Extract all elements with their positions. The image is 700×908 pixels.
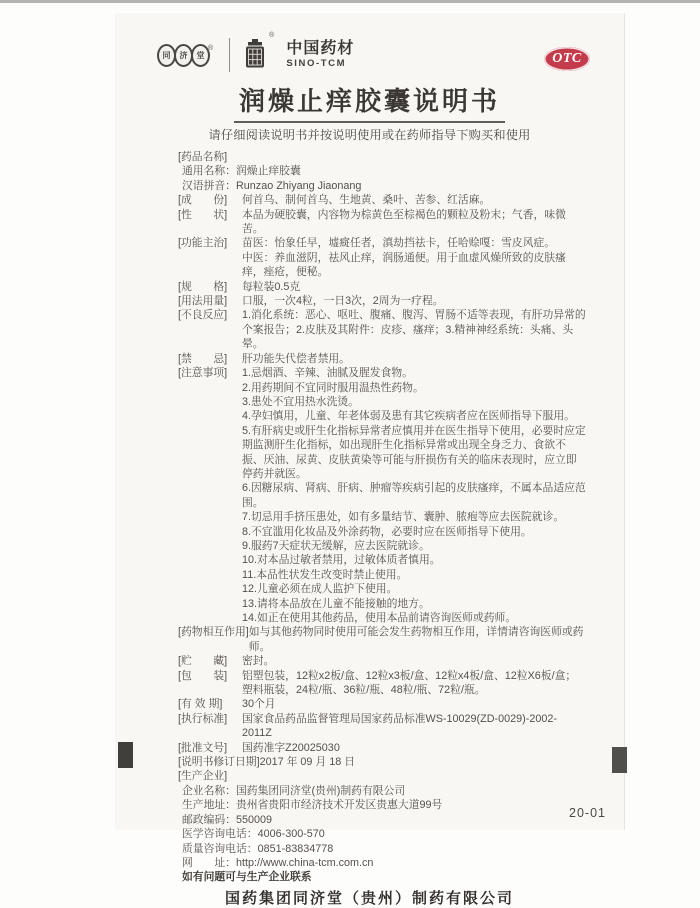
section-content — [242, 712, 586, 741]
section-standard — [178, 712, 586, 741]
section-label: [贮 藏] — [178, 655, 228, 668]
title-wrap — [115, 81, 624, 123]
text-line: 每粒装0.5克 — [242, 280, 301, 293]
text-line: 肝功能失代偿者禁用。 — [242, 352, 350, 365]
section-shelf-life — [178, 697, 586, 711]
section-packaging — [178, 669, 586, 698]
text-line: 如与其他药物同时使用可能会发生药物相互作用，详情请咨询医师或药师。 — [248, 626, 584, 653]
registration-mark-left — [118, 742, 133, 768]
text-line: 1.消化系统：恶心、呕吐、腹痛、腹泻、胃肠不适等表现，有肝功异常的个案报告；2.皮肤及其附件：皮疹、瘙痒；3.精神神经系统：头痛、头晕。 — [242, 309, 586, 351]
text-line: 14.如正在使用其他药品，使用本品前请咨询医师或药师。 — [242, 612, 517, 624]
section-indications — [178, 236, 586, 279]
text-line: 6.因糖尿病、肾病、肝病、肿瘤等疾病引起的皮肤瘙痒，不属本品适应范围。 — [242, 482, 586, 509]
info-line: 生产地址：贵州省贵阳市经济技术开发区贵惠大道99号 — [182, 799, 443, 812]
text-line: 4.孕妇慎用，儿童、年老体弱及患有其它疾病者应在医师指导下服用。 — [242, 410, 575, 423]
section-approval-number — [178, 741, 586, 755]
section-label: [批准文号] — [178, 741, 228, 754]
section-content — [242, 697, 586, 711]
text-line: 铝塑包装，12粒x2板/盒、12粒x3板/盒、12粒x4板/盒、12粒X6板/盒； — [242, 669, 577, 682]
section-content — [242, 741, 586, 755]
brand-logo — [157, 32, 355, 72]
section-label: [药物相互作用] — [178, 626, 249, 639]
section-revision-date — [178, 755, 586, 769]
section-ingredients — [178, 193, 586, 207]
page-code: 20-01 — [569, 806, 606, 820]
text-line: 7.切忌用手挤压患处，如有多量结节、囊肿、脓疱等应去医院就诊。 — [242, 511, 565, 524]
section-dosage — [178, 294, 586, 308]
text-line: 何首乌、制何首乌、生地黄、桑叶、苦参、红活麻。 — [242, 194, 491, 207]
section-label: [药品名称] — [178, 151, 228, 163]
section-label: [有 效 期] — [178, 698, 223, 711]
scan-top-edge — [0, 0, 700, 3]
jar-glyph — [243, 39, 269, 71]
section-label: [性 状] — [178, 208, 228, 221]
seal-character: 堂 — [191, 44, 210, 67]
footer-company: 国药集团同济堂（贵州）制药有限公司 — [224, 889, 514, 907]
section-content — [242, 193, 586, 207]
section-drug-interactions — [178, 625, 586, 654]
section-storage — [178, 654, 586, 668]
text-line: 1.忌烟酒、辛辣、油腻及腥发食物。 — [242, 367, 413, 380]
section-label: [包 装] — [178, 669, 228, 682]
info-line: 质量咨询电话：0851-83834778 — [182, 842, 334, 855]
section-content — [260, 755, 586, 769]
info-line: 通用名称：润燥止痒胶囊 — [182, 165, 301, 178]
section-label: [生产企业] — [178, 770, 228, 783]
seal-character: 济 — [174, 44, 193, 67]
text-line: 8.不宜滥用化妆品及外涂药物，必要时应在医师指导下使用。 — [242, 525, 532, 538]
section-precautions — [178, 366, 586, 625]
info-line: 汉语拼音：Runzao Zhiyang Jiaonang — [182, 179, 362, 192]
page-title: 润燥止痒胶囊说明书 — [234, 81, 505, 123]
text-line: 中医：养血滋阴，祛风止痒，润肠通便。用于血虚风燥所致的皮肤瘙痒，痤疮，便秘。 — [242, 251, 566, 279]
package-insert-page — [115, 13, 625, 907]
section-content — [242, 366, 586, 625]
section-manufacturer — [178, 769, 586, 783]
section-content — [242, 352, 586, 366]
text-line: 10.对本品过敏者禁用，过敏体质者慎用。 — [242, 554, 441, 567]
section-label: [不良反应] — [178, 309, 228, 322]
text-line: 国家食品药品监督管理局国家药品标准WS-10029(ZD-0029)-2002-2011Z — [242, 712, 557, 740]
text-line: 30个月 — [242, 698, 276, 711]
section-content — [242, 654, 586, 668]
section-label: [规 格] — [178, 280, 228, 293]
brand-subname: SINO-TCM — [286, 58, 347, 70]
section-label: [成 份] — [178, 194, 228, 207]
section-label: [注意事项] — [178, 367, 228, 380]
text-line: 5.有肝病史或肝生化指标异常者应慎用并在医生指导下使用，必要时应定期监测肝生化指标，如出现肝生化指标异常或出现全身乏力、食欲不振、厌油、尿黄、皮肤黄染等可能与肝损伤有关的临床表现时，应立即停药并就医。 — [242, 424, 586, 480]
info-line: 邮政编码：550009 — [182, 813, 273, 826]
section-description — [178, 208, 586, 237]
text-line: 2017 年 09 月 18 日 — [259, 756, 356, 769]
text-line: 2.用药期间不宜同时服用温热性药物。 — [242, 381, 424, 394]
page-subtitle: 请仔细阅读说明书并按说明使用或在药师指导下购买和使用 — [208, 128, 531, 142]
seal-character: 同 — [157, 44, 176, 67]
text-line: 苗医：怡象任早，墟癍任者，滇劫挡祛卡，任哈赊嘎：雪皮风症。 — [242, 237, 556, 250]
section-label: [禁 忌] — [178, 352, 228, 365]
section-adverse-reactions — [178, 308, 586, 351]
section-content — [249, 625, 586, 654]
section-content — [242, 669, 586, 698]
text-line: 9.服药7天症状无缓解，应去医院就诊。 — [242, 539, 430, 552]
text-line: 12.儿童必须在成人监护下使用。 — [242, 583, 398, 596]
section-content — [242, 294, 586, 308]
section-content — [242, 236, 586, 279]
section-label: [用法用量] — [178, 295, 228, 308]
contact-note: 如有问题可与生产企业联系 — [182, 871, 312, 884]
info-line: 医学咨询电话：4006-300-570 — [182, 828, 325, 841]
section-label: [说明书修订日期] — [178, 756, 260, 769]
brand-name: 中国药材 — [286, 40, 355, 58]
registered-mark: ® — [208, 44, 214, 52]
text-line: 国药准字Z20025030 — [242, 741, 340, 754]
text-line: 本品为硬胶囊，内容物为棕黄色至棕褐色的颗粒及粉末；气香，味微苦。 — [242, 208, 566, 236]
section-content — [242, 308, 586, 351]
insert-body — [115, 143, 624, 885]
section-label: [执行标准] — [178, 712, 228, 725]
text-line: 13.请将本品放在儿童不能接触的地方。 — [242, 597, 430, 610]
text-line: 3.患处不宜用热水洗烫。 — [242, 395, 359, 408]
section-content — [242, 280, 586, 294]
info-line: 企业名称：国药集团同济堂(贵州)制药有限公司 — [182, 784, 406, 797]
text-line: 塑料瓶装，24粒/瓶、36粒/瓶、48粒/瓶、72粒/瓶。 — [242, 684, 486, 697]
logo-divider — [229, 38, 230, 72]
text-line: 11.本品性状发生改变时禁止使用。 — [242, 568, 408, 581]
section-label: [功能主治] — [178, 237, 228, 250]
registration-mark-right — [612, 747, 627, 773]
section-content — [242, 208, 586, 237]
section-specification — [178, 280, 586, 294]
registered-mark: ® — [269, 32, 275, 39]
medicine-jar-icon — [243, 32, 275, 71]
info-line: 网 址：http://www.china-tcm.com.cn — [182, 856, 374, 869]
otc-badge: OTC — [544, 47, 590, 71]
section-drug-name — [178, 150, 586, 164]
text-line: 密封。 — [242, 655, 275, 668]
section-contraindications — [178, 352, 586, 366]
insert-header — [115, 13, 624, 72]
brand-text — [286, 41, 354, 69]
tongjitang-seal-icon — [157, 44, 218, 67]
text-line: 口服，一次4粒，一日3次，2周为一疗程。 — [242, 295, 444, 308]
